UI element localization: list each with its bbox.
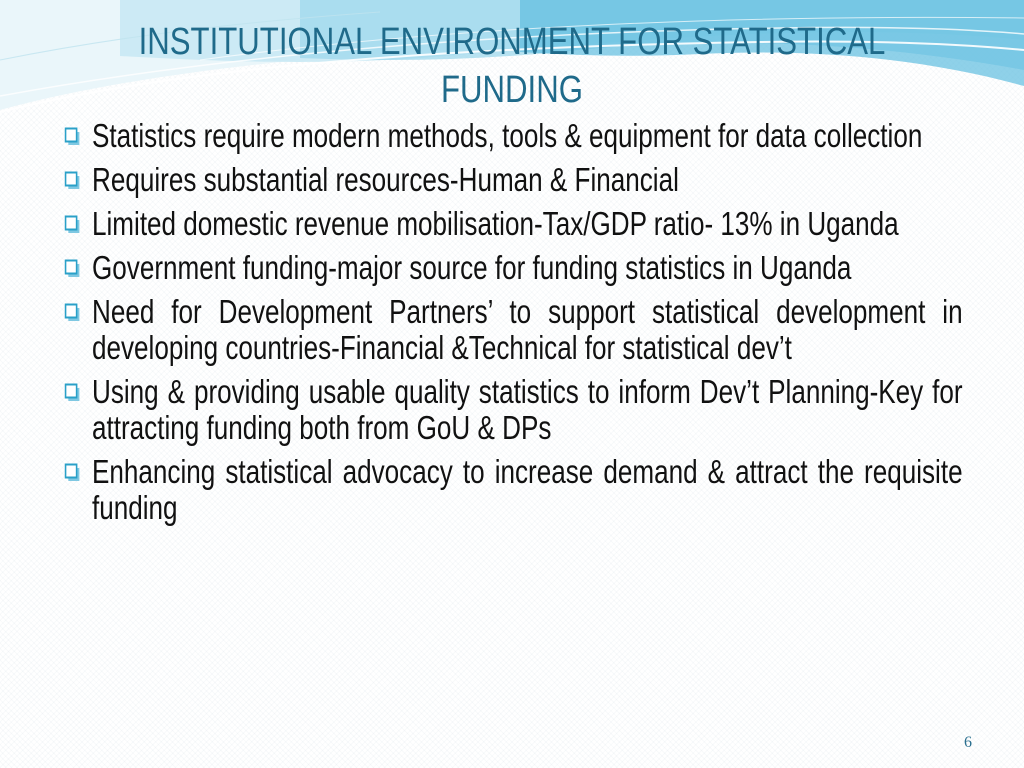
bullet-item-1: [62, 118, 963, 154]
slide-title: [92, 18, 932, 114]
bullet-item-2: [62, 162, 963, 198]
checkbox-bullet-icon: [64, 463, 81, 482]
bullet-item-4: [62, 250, 963, 286]
checkbox-bullet-icon: [64, 215, 81, 234]
bullet-text: Statistics require modern methods, tools & equipment for data collection: [92, 117, 923, 154]
bullet-item-6: [62, 374, 963, 446]
bullet-text: Need for Development Partners’ to support statistical development in developing countries-Financial &Technical for statistical dev’t: [92, 293, 963, 366]
bullet-text: Government funding-major source for funding statistics in Uganda: [92, 249, 852, 286]
bullet-text: Requires substantial resources-Human & Financial: [92, 161, 679, 198]
checkbox-bullet-icon: [64, 303, 81, 322]
bullet-item-7: [62, 454, 963, 526]
slide-title-line-1: INSTITUTIONAL ENVIRONMENT FOR STATISTICAL: [138, 21, 886, 63]
checkbox-bullet-icon: [64, 259, 81, 278]
bullet-item-3: [62, 206, 963, 242]
checkbox-bullet-icon: [64, 383, 81, 402]
checkbox-bullet-icon: [64, 127, 81, 146]
bullet-list: [62, 118, 963, 534]
checkbox-bullet-icon: [64, 171, 81, 190]
page-number: 6: [964, 734, 972, 751]
bullet-text: Enhancing statistical advocacy to increase demand & attract the requisite funding: [92, 453, 963, 526]
slide-title-line-2: FUNDING: [441, 69, 583, 111]
bullet-text: Using & providing usable quality statistics to inform Dev’t Planning-Key for attracting funding both from GoU & DPs: [92, 373, 963, 446]
bullet-item-5: [62, 294, 963, 366]
bullet-text: Limited domestic revenue mobilisation-Tax/GDP ratio- 13% in Uganda: [92, 205, 899, 242]
